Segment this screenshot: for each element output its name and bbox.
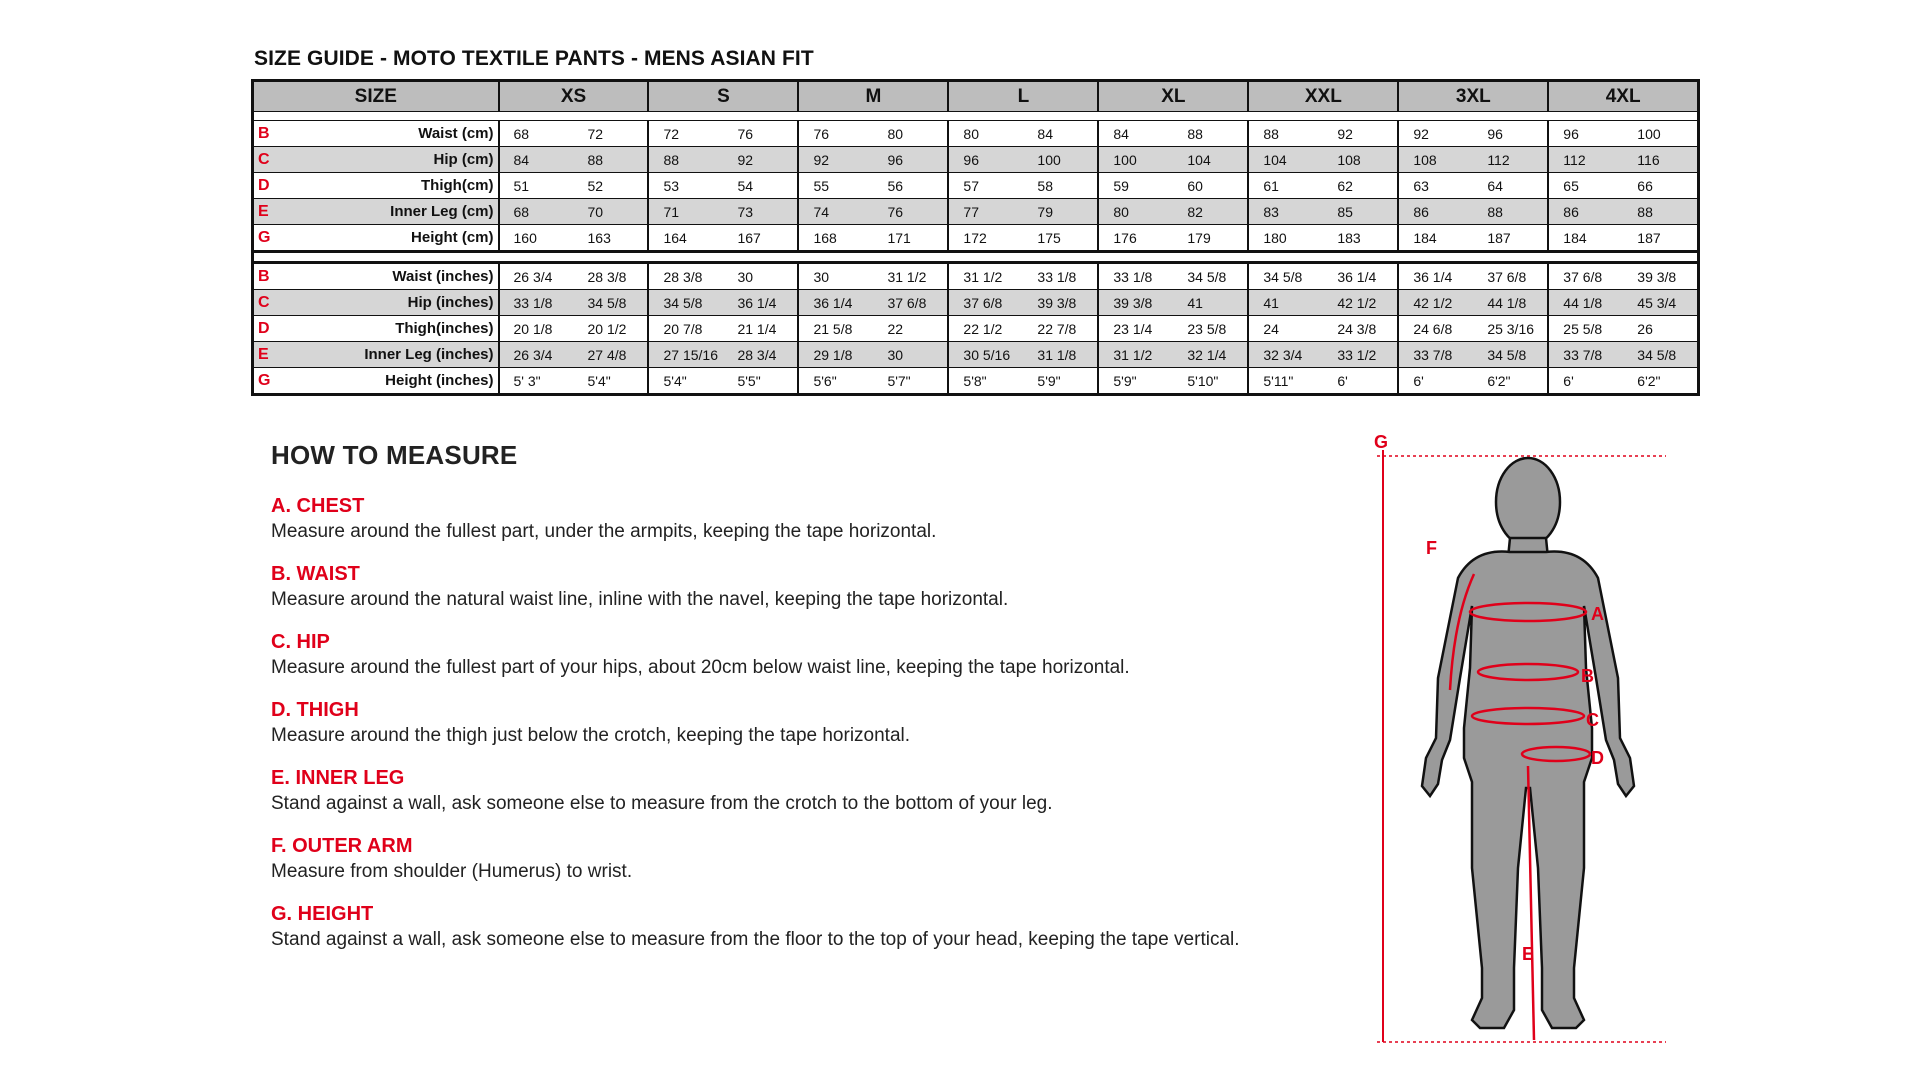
table-cell: 42 1/2 [1398, 290, 1473, 316]
table-cell: 88 [1623, 199, 1698, 225]
table-cell: 88 [574, 147, 649, 173]
table-cell: 79 [1023, 199, 1098, 225]
measure-item-title: G. HEIGHT [271, 903, 374, 925]
row-letter: E [253, 342, 275, 368]
table-cell: 88 [1473, 199, 1548, 225]
table-cell: 42 1/2 [1323, 290, 1398, 316]
table-cell: 37 6/8 [1473, 263, 1548, 290]
row-letter: G [253, 225, 275, 252]
row-label: Thigh(inches) [275, 316, 499, 342]
table-cell: 92 [1398, 121, 1473, 147]
table-cell: 88 [648, 147, 723, 173]
measure-item-description: Measure around the thigh just below the crotch, keeping the tape horizontal. [271, 725, 911, 746]
measure-item-description: Stand against a wall, ask someone else to measure from the floor to the top of your head, keeping the tape vertical. [271, 929, 1240, 950]
measure-item [271, 561, 1351, 613]
row-label: Thigh(cm) [275, 173, 499, 199]
row-label: Inner Leg (inches) [275, 342, 499, 368]
table-cell: 92 [798, 147, 873, 173]
body-silhouette [1422, 458, 1634, 1028]
table-cell: 24 [1248, 316, 1323, 342]
table-cell: 164 [648, 225, 723, 252]
row-letter: E [253, 199, 275, 225]
row-letter: C [253, 290, 275, 316]
table-cell: 6'2" [1623, 368, 1698, 395]
table-spacer-row [253, 112, 1699, 121]
table-cell: 112 [1473, 147, 1548, 173]
table-cell: 104 [1173, 147, 1248, 173]
measure-item [271, 697, 1351, 749]
table-cell: 68 [499, 199, 574, 225]
table-cell: 160 [499, 225, 574, 252]
measure-item-description: Measure from shoulder (Humerus) to wrist. [271, 861, 633, 882]
table-cell: 39 3/8 [1023, 290, 1098, 316]
table-cell: 23 5/8 [1173, 316, 1248, 342]
table-cell: 28 3/4 [723, 342, 798, 368]
table-cell: 22 1/2 [948, 316, 1023, 342]
table-cell: 72 [648, 121, 723, 147]
figure-label-a: A [1591, 604, 1604, 624]
table-cell: 34 5/8 [574, 290, 649, 316]
table-cell: 70 [574, 199, 649, 225]
table-cell: 27 4/8 [574, 342, 649, 368]
table-cell: 5'5" [723, 368, 798, 395]
row-letter: D [253, 173, 275, 199]
table-cell: 5'8" [948, 368, 1023, 395]
table-cell: 31 1/8 [1023, 342, 1098, 368]
table-cell: 33 7/8 [1548, 342, 1623, 368]
table-cell: 171 [873, 225, 948, 252]
table-row [253, 290, 1699, 316]
size-column-header: 3XL [1398, 81, 1548, 112]
table-cell: 29 1/8 [798, 342, 873, 368]
table-cell: 84 [1023, 121, 1098, 147]
table-cell: 39 3/8 [1623, 263, 1698, 290]
table-cell: 172 [948, 225, 1023, 252]
table-cell: 55 [798, 173, 873, 199]
row-label: Waist (cm) [275, 121, 499, 147]
measure-item-description: Measure around the natural waist line, inline with the navel, keeping the tape horizontal. [271, 589, 1009, 610]
table-cell: 57 [948, 173, 1023, 199]
table-cell: 5'7" [873, 368, 948, 395]
table-cell: 5'11" [1248, 368, 1323, 395]
figure-label-c: C [1586, 710, 1599, 730]
figure-label-g: G [1374, 432, 1389, 452]
table-cell: 41 [1173, 290, 1248, 316]
measure-item [271, 629, 1351, 681]
table-cell: 58 [1023, 173, 1098, 199]
table-cell: 84 [1098, 121, 1173, 147]
size-column-header: S [648, 81, 798, 112]
table-cell: 34 5/8 [1173, 263, 1248, 290]
table-cell: 32 3/4 [1248, 342, 1323, 368]
table-cell: 24 6/8 [1398, 316, 1473, 342]
row-letter: D [253, 316, 275, 342]
table-cell: 36 1/4 [1398, 263, 1473, 290]
table-cell: 68 [499, 121, 574, 147]
table-cell: 37 6/8 [948, 290, 1023, 316]
table-cell: 116 [1623, 147, 1698, 173]
table-cell: 33 1/8 [1023, 263, 1098, 290]
table-cell: 187 [1623, 225, 1698, 252]
measure-item-title: F. OUTER ARM [271, 835, 413, 857]
table-cell: 176 [1098, 225, 1173, 252]
table-cell: 32 1/4 [1173, 342, 1248, 368]
table-cell: 23 1/4 [1098, 316, 1173, 342]
table-cell: 36 1/4 [798, 290, 873, 316]
table-cell: 73 [723, 199, 798, 225]
table-cell: 51 [499, 173, 574, 199]
table-cell: 71 [648, 199, 723, 225]
figure-label-f: F [1426, 538, 1437, 558]
row-label: Inner Leg (cm) [275, 199, 499, 225]
table-cell: 108 [1323, 147, 1398, 173]
table-cell: 30 [798, 263, 873, 290]
table-cell: 54 [723, 173, 798, 199]
table-cell: 5' 3" [499, 368, 574, 395]
size-column-header: XS [499, 81, 649, 112]
table-cell: 30 [723, 263, 798, 290]
table-cell: 20 1/8 [499, 316, 574, 342]
size-column-header: XL [1098, 81, 1248, 112]
table-cell: 100 [1623, 121, 1698, 147]
size-table [251, 79, 1700, 396]
row-label: Height (inches) [275, 368, 499, 395]
table-cell: 66 [1623, 173, 1698, 199]
table-cell: 20 1/2 [574, 316, 649, 342]
table-cell: 59 [1098, 173, 1173, 199]
size-header-row [253, 81, 1699, 112]
table-cell: 104 [1248, 147, 1323, 173]
table-cell: 61 [1248, 173, 1323, 199]
row-label: Height (cm) [275, 225, 499, 252]
table-cell: 62 [1323, 173, 1398, 199]
table-cell: 96 [1548, 121, 1623, 147]
table-cell: 83 [1248, 199, 1323, 225]
table-cell: 6' [1398, 368, 1473, 395]
table-spacer-row [253, 252, 1699, 263]
measure-item-description: Measure around the fullest part, under the armpits, keeping the tape horizontal. [271, 521, 937, 542]
how-to-measure-heading: HOW TO MEASURE [271, 440, 518, 470]
table-cell: 163 [574, 225, 649, 252]
table-cell: 52 [574, 173, 649, 199]
table-cell: 76 [723, 121, 798, 147]
table-cell: 60 [1173, 173, 1248, 199]
measure-item-title: B. WAIST [271, 563, 360, 585]
table-cell: 22 [873, 316, 948, 342]
table-cell: 5'4" [574, 368, 649, 395]
table-cell: 63 [1398, 173, 1473, 199]
table-cell: 85 [1323, 199, 1398, 225]
table-cell: 28 3/8 [574, 263, 649, 290]
measure-item-title: E. INNER LEG [271, 767, 405, 789]
table-cell: 179 [1173, 225, 1248, 252]
table-row [253, 368, 1699, 395]
table-cell: 36 1/4 [723, 290, 798, 316]
measure-item-title: A. CHEST [271, 495, 365, 517]
measure-item-description: Stand against a wall, ask someone else to measure from the crotch to the bottom of your leg. [271, 793, 1053, 814]
table-cell: 39 3/8 [1098, 290, 1173, 316]
table-cell: 112 [1548, 147, 1623, 173]
table-cell: 27 15/16 [648, 342, 723, 368]
measure-item [271, 493, 1351, 545]
table-cell: 187 [1473, 225, 1548, 252]
table-cell: 86 [1398, 199, 1473, 225]
table-cell: 31 1/2 [873, 263, 948, 290]
size-column-header: XXL [1248, 81, 1398, 112]
table-cell: 108 [1398, 147, 1473, 173]
table-cell: 84 [499, 147, 574, 173]
table-cell: 86 [1548, 199, 1623, 225]
table-cell: 33 7/8 [1398, 342, 1473, 368]
size-column-header: 4XL [1548, 81, 1698, 112]
table-cell: 76 [873, 199, 948, 225]
table-cell: 20 7/8 [648, 316, 723, 342]
row-letter: B [253, 121, 275, 147]
body-measurement-figure [1370, 428, 1670, 1060]
table-cell: 6' [1548, 368, 1623, 395]
table-cell: 183 [1323, 225, 1398, 252]
table-row [253, 316, 1699, 342]
table-row [253, 147, 1699, 173]
table-cell: 34 5/8 [648, 290, 723, 316]
measure-item-description: Measure around the fullest part of your hips, about 20cm below waist line, keeping the tape horizontal. [271, 657, 1130, 678]
table-cell: 41 [1248, 290, 1323, 316]
table-cell: 31 1/2 [948, 263, 1023, 290]
table-cell: 72 [574, 121, 649, 147]
table-cell: 5'6" [798, 368, 873, 395]
figure-label-d: D [1591, 748, 1604, 768]
row-label: Hip (cm) [275, 147, 499, 173]
row-label: Waist (inches) [275, 263, 499, 290]
row-letter: G [253, 368, 275, 395]
row-label: Hip (inches) [275, 290, 499, 316]
table-cell: 96 [873, 147, 948, 173]
table-cell: 180 [1248, 225, 1323, 252]
table-row [253, 263, 1699, 290]
measure-list [271, 493, 1351, 953]
figure-label-b: B [1581, 666, 1594, 686]
table-cell: 25 5/8 [1548, 316, 1623, 342]
measure-item [271, 833, 1351, 885]
table-cell: 80 [1098, 199, 1173, 225]
row-letter: B [253, 263, 275, 290]
table-cell: 100 [1098, 147, 1173, 173]
table-cell: 21 5/8 [798, 316, 873, 342]
table-cell: 31 1/2 [1098, 342, 1173, 368]
how-to-measure-section [271, 440, 1351, 969]
table-cell: 28 3/8 [648, 263, 723, 290]
size-column-header: M [798, 81, 948, 112]
table-row [253, 342, 1699, 368]
table-cell: 92 [1323, 121, 1398, 147]
row-letter: C [253, 147, 275, 173]
figure-label-e: E [1522, 944, 1535, 964]
size-column-header: L [948, 81, 1098, 112]
table-cell: 53 [648, 173, 723, 199]
table-cell: 37 6/8 [873, 290, 948, 316]
size-header-cell: SIZE [253, 81, 499, 112]
table-cell: 6' [1323, 368, 1398, 395]
table-cell: 30 5/16 [948, 342, 1023, 368]
table-cell: 80 [873, 121, 948, 147]
table-cell: 21 1/4 [723, 316, 798, 342]
table-cell: 26 3/4 [499, 263, 574, 290]
table-cell: 24 3/8 [1323, 316, 1398, 342]
table-cell: 77 [948, 199, 1023, 225]
table-cell: 34 5/8 [1248, 263, 1323, 290]
measure-item-title: D. THIGH [271, 699, 359, 721]
table-row [253, 199, 1699, 225]
body-figure-svg [1370, 428, 1670, 1060]
table-cell: 184 [1398, 225, 1473, 252]
table-cell: 5'9" [1098, 368, 1173, 395]
table-cell: 44 1/8 [1548, 290, 1623, 316]
table-cell: 5'4" [648, 368, 723, 395]
table-cell: 33 1/8 [1098, 263, 1173, 290]
table-cell: 44 1/8 [1473, 290, 1548, 316]
table-cell: 74 [798, 199, 873, 225]
table-cell: 82 [1173, 199, 1248, 225]
table-cell: 33 1/8 [499, 290, 574, 316]
table-cell: 184 [1548, 225, 1623, 252]
table-cell: 96 [948, 147, 1023, 173]
table-cell: 6'2" [1473, 368, 1548, 395]
table-cell: 33 1/2 [1323, 342, 1398, 368]
table-cell: 34 5/8 [1473, 342, 1548, 368]
table-cell: 26 3/4 [499, 342, 574, 368]
table-cell: 25 3/16 [1473, 316, 1548, 342]
table-cell: 37 6/8 [1548, 263, 1623, 290]
table-cell: 175 [1023, 225, 1098, 252]
table-cell: 56 [873, 173, 948, 199]
table-row [253, 121, 1699, 147]
table-cell: 88 [1173, 121, 1248, 147]
table-cell: 167 [723, 225, 798, 252]
measure-item-title: C. HIP [271, 631, 330, 653]
table-cell: 88 [1248, 121, 1323, 147]
table-cell: 22 7/8 [1023, 316, 1098, 342]
measure-item [271, 765, 1351, 817]
table-cell: 30 [873, 342, 948, 368]
table-row [253, 225, 1699, 252]
measure-item [271, 901, 1351, 953]
table-cell: 100 [1023, 147, 1098, 173]
table-cell: 26 [1623, 316, 1698, 342]
table-cell: 80 [948, 121, 1023, 147]
table-cell: 5'9" [1023, 368, 1098, 395]
table-cell: 168 [798, 225, 873, 252]
table-cell: 76 [798, 121, 873, 147]
table-row [253, 173, 1699, 199]
table-cell: 92 [723, 147, 798, 173]
table-cell: 36 1/4 [1323, 263, 1398, 290]
table-cell: 34 5/8 [1623, 342, 1698, 368]
page-title: SIZE GUIDE - MOTO TEXTILE PANTS - MENS ASIAN FIT [254, 47, 814, 70]
table-cell: 5'10" [1173, 368, 1248, 395]
table-cell: 65 [1548, 173, 1623, 199]
table-cell: 45 3/4 [1623, 290, 1698, 316]
table-cell: 96 [1473, 121, 1548, 147]
table-cell: 64 [1473, 173, 1548, 199]
